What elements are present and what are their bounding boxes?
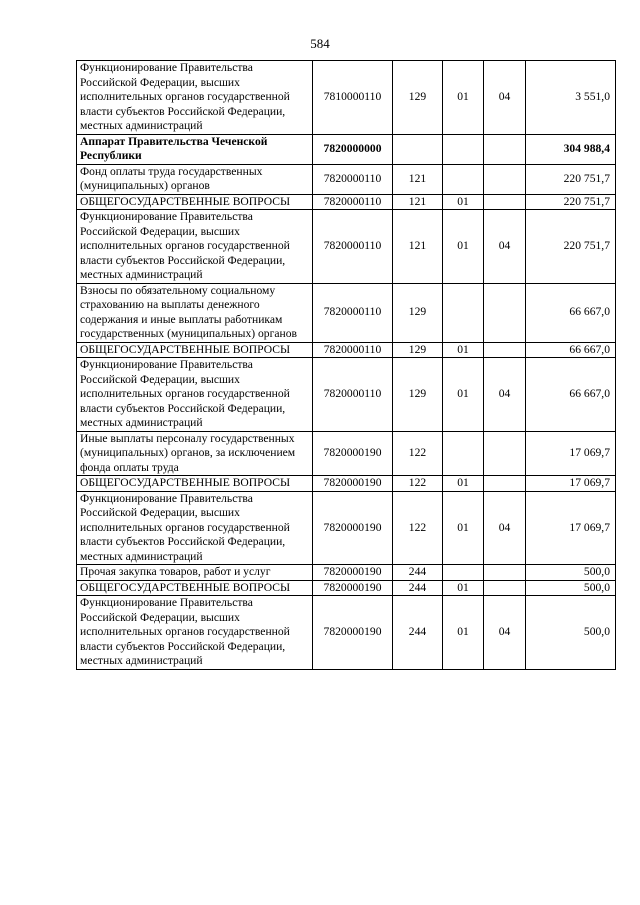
row-section: 01: [443, 596, 484, 670]
row-expense-type: 122: [393, 431, 443, 476]
row-subsection: 04: [484, 61, 526, 135]
row-name: Функционирование Правительства Российской Федерации, высших исполнительных органов государственной власти субъектов Российской Федерации, местных администраций: [77, 210, 313, 284]
row-target-code: 7820000110: [313, 164, 393, 194]
row-amount: 220 751,7: [526, 164, 616, 194]
table-row: [77, 358, 616, 432]
row-subsection: 04: [484, 596, 526, 670]
row-target-code: 7820000190: [313, 431, 393, 476]
table-row: [77, 61, 616, 135]
row-amount: 66 667,0: [526, 342, 616, 358]
row-amount: 17 069,7: [526, 431, 616, 476]
row-subsection: [484, 476, 526, 492]
row-name: ОБЩЕГОСУДАРСТВЕННЫЕ ВОПРОСЫ: [77, 342, 313, 358]
row-expense-type: 122: [393, 476, 443, 492]
table-row: [77, 491, 616, 565]
table-row: [77, 580, 616, 596]
table-row: [77, 210, 616, 284]
row-expense-type: 129: [393, 358, 443, 432]
row-section: 01: [443, 476, 484, 492]
row-subsection: [484, 580, 526, 596]
row-expense-type: 122: [393, 491, 443, 565]
row-section: 01: [443, 61, 484, 135]
row-amount: 17 069,7: [526, 491, 616, 565]
row-section: 01: [443, 358, 484, 432]
row-section: [443, 431, 484, 476]
row-target-code: 7820000110: [313, 342, 393, 358]
row-amount: 500,0: [526, 580, 616, 596]
row-name: Фонд оплаты труда государственных (муниципальных) органов: [77, 164, 313, 194]
row-section: [443, 164, 484, 194]
row-subsection: [484, 431, 526, 476]
row-name: Прочая закупка товаров, работ и услуг: [77, 565, 313, 581]
row-subsection: [484, 283, 526, 342]
row-section: 01: [443, 210, 484, 284]
row-expense-type: 121: [393, 210, 443, 284]
row-amount: 3 551,0: [526, 61, 616, 135]
budget-table: [76, 60, 616, 670]
row-expense-type: 129: [393, 283, 443, 342]
row-expense-type: [393, 134, 443, 164]
table-row: [77, 283, 616, 342]
row-name: Функционирование Правительства Российской Федерации, высших исполнительных органов государственной власти субъектов Российской Федерации, местных администраций: [77, 358, 313, 432]
table-row: [77, 431, 616, 476]
row-section: 01: [443, 194, 484, 210]
row-target-code: 7810000110: [313, 61, 393, 135]
row-target-code: 7820000190: [313, 596, 393, 670]
row-name: Взносы по обязательному социальному страхованию на выплаты денежного содержания и иные выплаты работникам государственных (муниципальных) органов: [77, 283, 313, 342]
row-amount: 17 069,7: [526, 476, 616, 492]
page-number: 584: [310, 36, 330, 51]
table-row: [77, 342, 616, 358]
row-expense-type: 129: [393, 342, 443, 358]
row-section: 01: [443, 491, 484, 565]
row-target-code: 7820000190: [313, 565, 393, 581]
budget-table-body: [77, 61, 616, 670]
table-row: [77, 476, 616, 492]
table-row: [77, 565, 616, 581]
row-name: ОБЩЕГОСУДАРСТВЕННЫЕ ВОПРОСЫ: [77, 194, 313, 210]
row-subsection: [484, 194, 526, 210]
row-target-code: 7820000110: [313, 283, 393, 342]
row-section: [443, 565, 484, 581]
row-amount: 304 988,4: [526, 134, 616, 164]
row-name: Функционирование Правительства Российской Федерации, высших исполнительных органов государственной власти субъектов Российской Федерации, местных администраций: [77, 491, 313, 565]
row-name: ОБЩЕГОСУДАРСТВЕННЫЕ ВОПРОСЫ: [77, 476, 313, 492]
row-name: Функционирование Правительства Российской Федерации, высших исполнительных органов государственной власти субъектов Российской Федерации, местных администраций: [77, 61, 313, 135]
table-row: [77, 134, 616, 164]
table-row: [77, 164, 616, 194]
row-target-code: 7820000110: [313, 210, 393, 284]
row-subsection: [484, 164, 526, 194]
row-subsection: [484, 134, 526, 164]
table-row: [77, 194, 616, 210]
row-amount: 220 751,7: [526, 194, 616, 210]
row-name: Иные выплаты персоналу государственных (муниципальных) органов, за исключением фонда оплаты труда: [77, 431, 313, 476]
row-subsection: [484, 565, 526, 581]
row-section: 01: [443, 580, 484, 596]
row-subsection: 04: [484, 358, 526, 432]
row-section: [443, 134, 484, 164]
row-expense-type: 244: [393, 565, 443, 581]
row-target-code: 7820000110: [313, 194, 393, 210]
row-amount: 500,0: [526, 596, 616, 670]
row-subsection: [484, 342, 526, 358]
row-expense-type: 129: [393, 61, 443, 135]
row-section: 01: [443, 342, 484, 358]
row-subsection: 04: [484, 491, 526, 565]
row-expense-type: 121: [393, 194, 443, 210]
row-target-code: 7820000110: [313, 358, 393, 432]
row-expense-type: 121: [393, 164, 443, 194]
row-amount: 220 751,7: [526, 210, 616, 284]
row-section: [443, 283, 484, 342]
row-amount: 66 667,0: [526, 358, 616, 432]
row-subsection: 04: [484, 210, 526, 284]
row-name: Аппарат Правительства Чеченской Республики: [77, 134, 313, 164]
row-target-code: 7820000190: [313, 491, 393, 565]
row-amount: 66 667,0: [526, 283, 616, 342]
row-expense-type: 244: [393, 580, 443, 596]
row-target-code: 7820000190: [313, 580, 393, 596]
row-name: ОБЩЕГОСУДАРСТВЕННЫЕ ВОПРОСЫ: [77, 580, 313, 596]
row-target-code: 7820000000: [313, 134, 393, 164]
table-row: [77, 596, 616, 670]
row-amount: 500,0: [526, 565, 616, 581]
row-target-code: 7820000190: [313, 476, 393, 492]
row-expense-type: 244: [393, 596, 443, 670]
row-name: Функционирование Правительства Российской Федерации, высших исполнительных органов государственной власти субъектов Российской Федерации, местных администраций: [77, 596, 313, 670]
